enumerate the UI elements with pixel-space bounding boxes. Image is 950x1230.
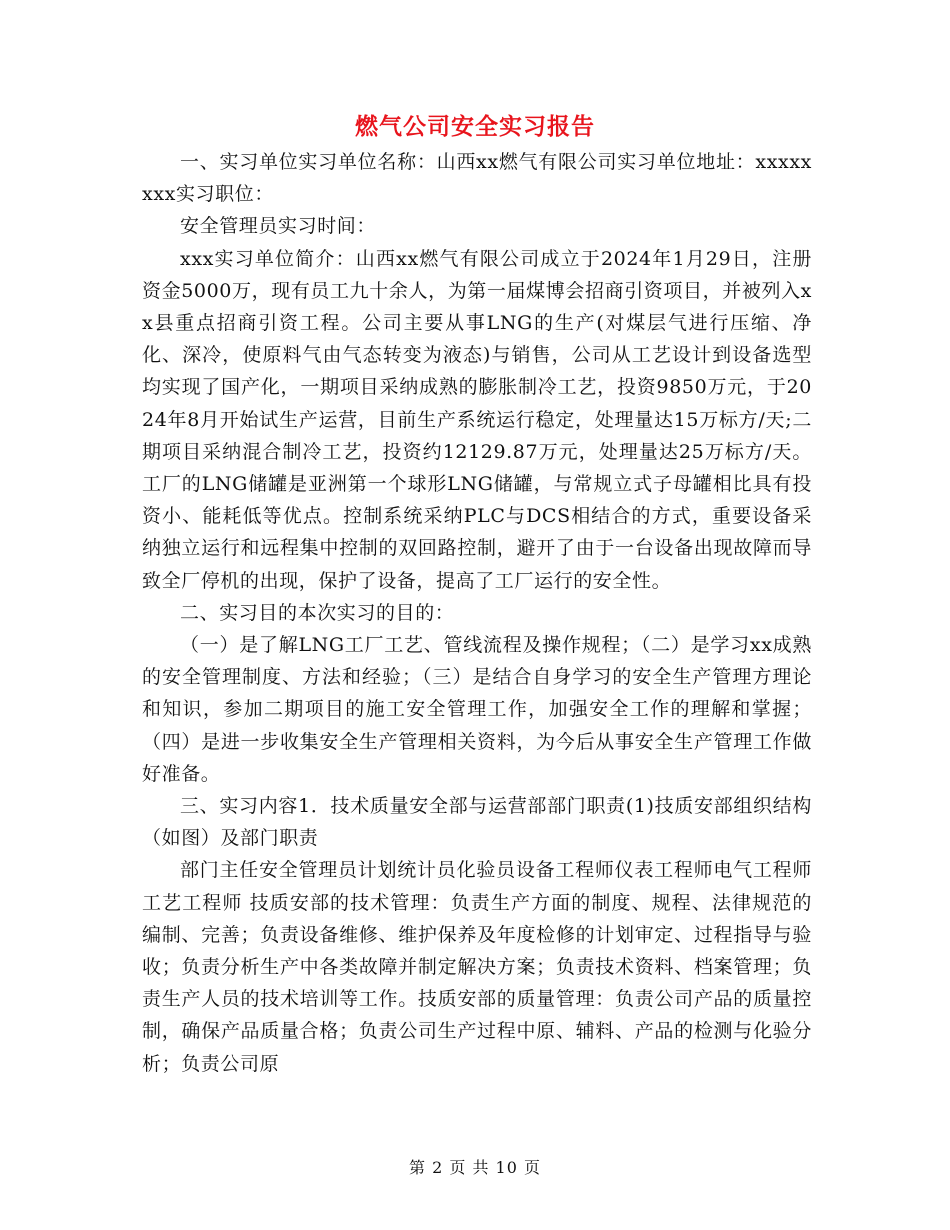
paragraph-purpose-list: （一）是了解LNG工厂工艺、管线流程及操作规程；（二）是学习xx成熟的安全管理制度、方法和经验；（三）是结合自身学习的安全生产管理方理论和知识，参加二期项目的施工安全管理工作，加强安全工作的理解和掌握；（四）是进一步收集安全生产管理相关资料，为今后从事安全生产管理工作做好准备。 [142,634,812,785]
paragraph-company-intro: xxx实习单位简介：山西xx燃气有限公司成立于2024年1月29日，注册资金5000万，现有员工九十余人，为第一届煤博会招商引资项目，并被列入xx县重点招商引资工程。公司主要从事LNG的生产(对煤层气进行压缩、净化、深冷，使原料气由气态转变为液态)与销售，公司从工艺设计到设备选型均实现了国产化，一期项目采纳成熟的膨胀制冷工艺，投资9850万元，于2024年8月开始试生产运营，目前生产系统运行稳定，处理量达15万标方/天;二期项目采纳混合制冷工艺，投资约12129.87万元，处理量达25万标方/天。工厂的LNG储罐是亚洲第一个球形LNG储罐，与常规立式子母罐相比具有投资小、能耗低等优点。控制系统采纳PLC与DCS相结合的方式，重要设备采纳独立运行和远程集中控制的双回路控制，避开了由于一台设备出现故障而导致全厂停机的出现，保护了设备，提高了工厂运行的安全性。 [142,247,812,592]
page-footer: 第 2 页 共 10 页 [409,1158,541,1177]
paragraph-purpose-heading: 二、实习目的本次实习的目的： [180,601,455,624]
paragraph-department-duties: 部门主任安全管理员计划统计员化验员设备工程师仪表工程师电气工程师工艺工程师 技质安部的技术管理：负责生产方面的制度、规程、法律规范的编制、完善；负责设备维修、维护保养及年度检修的计划审定、过程指导与验收；负责分析生产中各类故障并制定解决方案；负责技术资料、档案管理；负责生产人员的技术培训等工作。技质安部的质量管理：负责公司产品的质量控制，确保产品质量合格；负责公司生产过程中原、辅料、产品的检测与化验分析；负责公司原 [142,859,812,1075]
document-body [142,146,812,1080]
paragraph-internship-time: 安全管理员实习时间： [180,215,377,238]
paragraph-content-heading: 三、实习内容1．技术质量安全部与运营部部门职责(1)技质安部组织结构（如图）及部门职责 [142,795,812,850]
paragraph-internship-unit: 一、实习单位实习单位名称：山西xx燃气有限公司实习单位地址：xxxxxxxx实习职位： [142,151,812,206]
document-title: 燃气公司安全实习报告 [355,114,595,140]
